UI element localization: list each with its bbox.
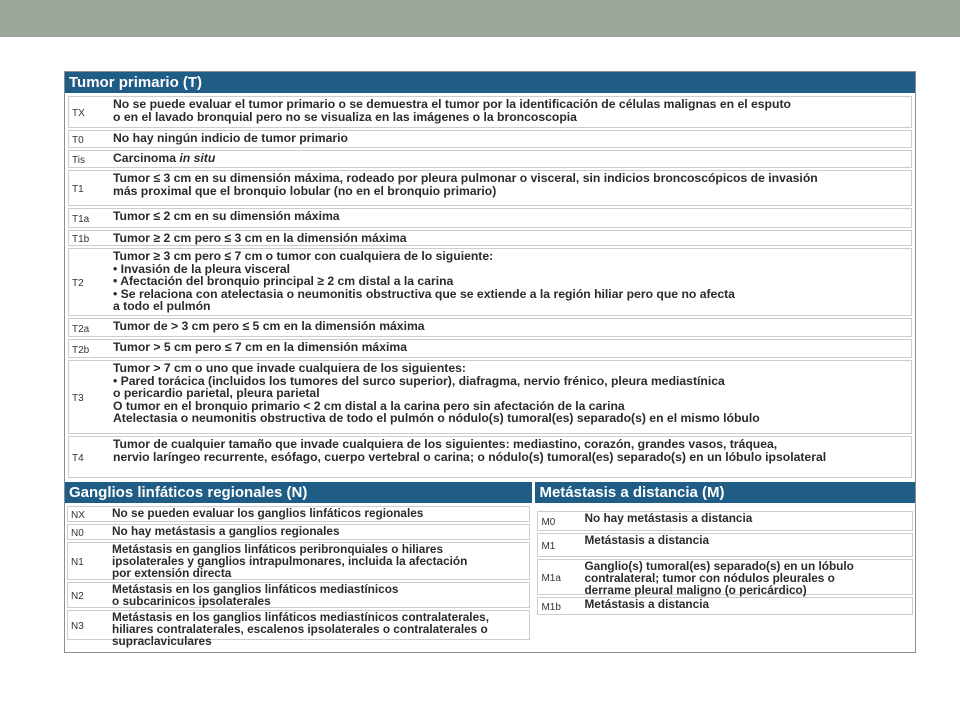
- row-description: No hay metástasis a ganglios regionales: [112, 524, 340, 538]
- table-row-m1: [537, 533, 913, 557]
- row-code: M1b: [541, 602, 561, 613]
- n-section-header: Ganglios linfáticos regionales (N): [65, 482, 532, 503]
- row-description: Tumor ≥ 2 cm pero ≤ 3 cm en la dimensión máxima: [113, 231, 407, 245]
- row-description: Ganglio(s) tumoral(es) separado(s) en un lóbulo contralateral; tumor con nódulos pleurales o derrame pleural maligno (o pericárdico): [584, 559, 854, 597]
- slide-top-bar: [0, 0, 960, 37]
- m-section: [535, 482, 915, 640]
- row-description-italic: in situ: [179, 151, 216, 165]
- table-row-n3: [67, 610, 530, 648]
- table-row-n0: [67, 524, 530, 540]
- row-description: Tumor > 7 cm o uno que invade cualquiera de los siguientes: • Pared torácica (incluidos los tumores del surco superior), diafragma, nervio frénico, pleura mediastínica o pericardio parietal, pleura parietal O tumor en el bronquio primario < 2 cm distal a la carina pero sin afectación de la carina Atelectasia o neumonitis obstructiva de todo el pulmón o nódulo(s) tumoral(es) separado(s) en el mismo lóbulo: [113, 361, 760, 426]
- table-row-tx: [68, 96, 912, 128]
- row-description: Metástasis en los ganglios linfáticos mediastínicos contralaterales, hiliares contralaterales, escalenos ipsolaterales o contralaterales o supraclaviculares: [112, 610, 489, 648]
- table-row-t1a: [68, 208, 912, 228]
- row-description: Metástasis en los ganglios linfáticos mediastínicos o subcarinicos ipsolaterales: [112, 582, 399, 608]
- row-code: M0: [541, 517, 556, 528]
- row-code: Tis: [72, 155, 85, 166]
- t-section-header: Tumor primario (T): [65, 72, 915, 93]
- row-description: Tumor > 5 cm pero ≤ 7 cm en la dimensión máxima: [113, 340, 407, 354]
- row-code: N1: [71, 557, 84, 568]
- table-row-t0: [68, 130, 912, 148]
- row-code: N2: [71, 591, 84, 602]
- row-code: T1a: [72, 214, 90, 225]
- row-description: No se pueden evaluar los ganglios linfáticos regionales: [112, 506, 424, 520]
- row-code: T2: [72, 278, 84, 289]
- row-code: TX: [72, 108, 85, 119]
- row-code: N3: [71, 621, 84, 632]
- row-description-text: Carcinoma: [113, 151, 176, 165]
- row-code: NX: [71, 510, 85, 521]
- row-code: T4: [72, 453, 84, 464]
- row-code: T2a: [72, 323, 90, 335]
- row-code: N0: [71, 528, 84, 539]
- row-code: T3: [72, 393, 84, 404]
- table-row-n2: [67, 582, 530, 608]
- table-row-m1a: [537, 559, 913, 595]
- table-row-t1b: [68, 230, 912, 246]
- row-code: T1: [72, 184, 84, 195]
- table-row-t1: [68, 170, 912, 206]
- row-code: T2b: [72, 344, 90, 356]
- table-row-t3: [68, 360, 912, 434]
- n-section: [65, 482, 532, 648]
- row-description: Metástasis a distancia: [584, 533, 710, 547]
- row-description: No hay metástasis a distancia: [584, 511, 753, 525]
- m-section-header: Metástasis a distancia (M): [535, 482, 915, 503]
- table-row-nx: [67, 506, 530, 522]
- row-description: Metástasis en ganglios linfáticos peribronquiales o hiliares ipsolaterales y ganglios intrapulmonares, incluida la afectación por extensión directa: [112, 542, 468, 580]
- row-code: T1b: [72, 234, 90, 245]
- row-description: Tumor de cualquier tamaño que invade cualquiera de los siguientes: mediastino, corazón, grandes vasos, tráquea, nervio laríngeo recurrente, esófago, cuerpo vertebral o carina; o nódulo(s) tumoral(es) separado(s) en un lóbulo ipsolateral: [113, 437, 827, 464]
- row-description: Tumor ≤ 3 cm en su dimensión máxima, rodeado por pleura pulmonar o visceral, sin indicios broncoscópicos de invasión más proximal que el bronquio lobular (no en el bronquio primario): [113, 171, 818, 198]
- tnm-staging-table: [64, 71, 916, 653]
- row-description: No hay ningún indicio de tumor primario: [113, 131, 348, 145]
- table-row-t2: [68, 248, 912, 316]
- row-code: T0: [72, 135, 84, 146]
- row-code: M1a: [541, 573, 561, 584]
- row-code: M1: [541, 541, 556, 552]
- table-row-t4: [68, 436, 912, 478]
- row-description: Tumor ≥ 3 cm pero ≤ 7 cm o tumor con cualquiera de lo siguiente: • Invasión de la pleura visceral • Afectación del bronquio principal ≥ 2 cm distal a la carina • Se relaciona con atelectasia o neumonitis obstructiva que se extiende a la región hiliar pero que no afecta a todo el pulmón: [113, 249, 735, 314]
- row-description: Tumor ≤ 2 cm en su dimensión máxima: [113, 209, 340, 223]
- table-row-m1b: [537, 597, 913, 615]
- table-row-t2a: [68, 318, 912, 337]
- table-row-t2b: [68, 339, 912, 358]
- bottom-sections: [65, 482, 915, 648]
- table-row-n1: [67, 542, 530, 580]
- table-row-tis: [68, 150, 912, 168]
- row-description: Tumor de > 3 cm pero ≤ 5 cm en la dimensión máxima: [113, 319, 425, 333]
- row-description: Metástasis a distancia: [584, 597, 710, 611]
- table-row-m0: [537, 511, 913, 531]
- row-description: No se puede evaluar el tumor primario o se demuestra el tumor por la identificación de células malignas en el esputo o en el lavado bronquial pero no se visualiza en las imágenes o la broncoscopia: [113, 97, 791, 124]
- row-description: [111, 151, 911, 167]
